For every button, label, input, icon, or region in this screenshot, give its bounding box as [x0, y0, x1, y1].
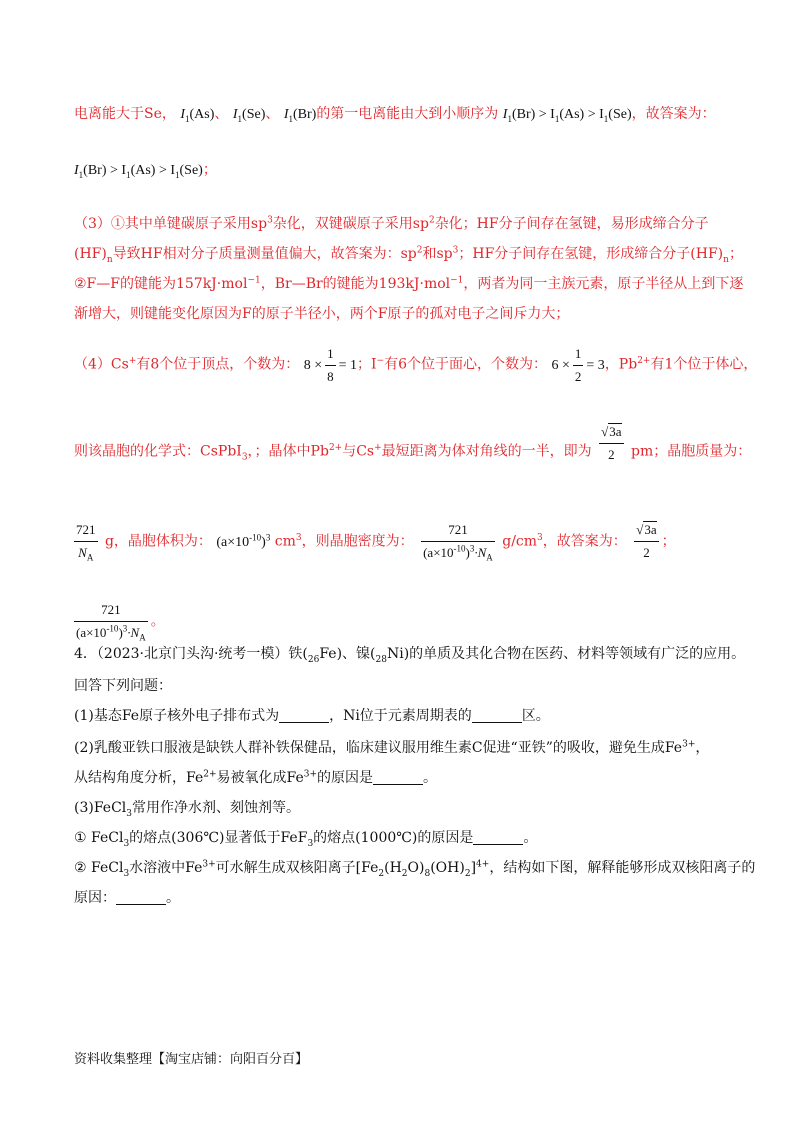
answer-line-6: 渐增大，则键能变化原因为F的原子半径小，两个F原子的孤对电子之间斥力大； — [74, 306, 570, 322]
answer-line-9: $\frac{721}{N_A}$ g，晶胞体积为： $(a\times 10^{-10})^3$ $cm^3$，则晶胞密度为： $\frac{721}{(a\times 10^{-10})^3\cdot N_A}$ $g/cm^3$，故答案为： $\frac{√3a}{2}$ ； — [76, 522, 676, 563]
answer-blank[interactable] — [373, 770, 423, 785]
question-4-part-3-2-cont: 原因： 。 — [74, 890, 180, 906]
footer-source: 资料收集整理【淘宝店铺：向阳百分百】 — [74, 1052, 309, 1067]
answer-line-2: $I_1(Br) > I_1(As) > I_1(Se)$； — [74, 162, 217, 180]
answer-blank[interactable] — [116, 890, 166, 905]
answer-line-1: 电离能大于Se， $I_1(As)$、 $I_1(Se)$、 $I_1(Br)$的第一电离能由大到小顺序为 $I_1(Br) > I_1(As) > I_1(Se)$，故答案为： — [74, 106, 716, 124]
answer-line-8: 则该晶胞的化学式：CsPbI$_3$，；晶体中$Pb^{2+}$与Cs+最短距离为体对角线的一半，即为 $\frac{√3a}{2}$ pm；晶胞质量为： — [74, 430, 751, 473]
question-4-instruction: 回答下列问题： — [74, 678, 172, 694]
question-4-part-3-2: ② FeCl$_3$水溶液中$Fe^{3+}$可水解生成双核阳离子$[Fe_2(H_2O)_8(OH)_2]^{4+}$，结构如下图，解释能够形成双核阳离子的 — [74, 859, 756, 879]
answer-line-3: （3）①其中单键碳原子采用$sp^3$杂化，双键碳原子采用$sp^2$杂化；HF分子间存在氢键，易形成缔合分子 — [74, 215, 709, 232]
answer-blank[interactable] — [472, 708, 522, 723]
question-4-part-2: (2)乳酸亚铁口服液是缺铁人群补铁保健品，临床建议服用维生素C促进“亚铁”的吸收，避免生成$Fe^{3+}$， — [74, 739, 710, 756]
answer-blank[interactable] — [473, 830, 523, 845]
question-4-part-3: (3)FeCl$_3$常用作净水剂、刻蚀剂等。 — [74, 800, 300, 819]
question-4-title: 4．（2023·北京门头沟·统考一模）铁$(_{26}Fe)$、镍$(_{28}Ni)$的单质及其化合物在医药、材料等领域有广泛的应用。 — [74, 646, 746, 665]
answer-line-4: $(HF)_n$导致HF相对分子质量测量值偏大，故答案为：$sp^2$和$sp^3$；HF分子间存在氢键，形成缔合分子$(HF)_n$； — [74, 245, 743, 265]
question-4-part-2-cont: 从结构角度分析，$Fe^{2+}$易被氧化成$Fe^{3+}$的原因是 。 — [74, 769, 438, 786]
answer-line-10: $\frac{721}{(a\times 10^{-10})^3\cdot N_A}$ 。 — [76, 602, 165, 643]
question-4-part-3-1: ① FeCl$_3$的熔点(306℃)显著低于FeF$_3$的熔点(1000℃)的原因是 。 — [74, 830, 538, 849]
answer-line-7: （4）Cs+有8个位于顶点，个数为： 8 × $\frac{1}{8}$ = 1；I−有6个位于面心，个数为： 6 × $\frac{1}{2}$ = 3，$Pb^{2+}$有1个位于体心， — [74, 344, 757, 387]
answer-line-5: ②F—F的键能为157kJ·mol$^{-1}$，Br—Br的键能为193kJ·mol$^{-1}$，两者为同一主族元素，原子半径从上到下逐 — [74, 275, 744, 292]
answer-blank[interactable] — [279, 708, 329, 723]
question-4-part-1: (1)基态Fe原子核外电子排布式为 ，Ni位于元素周期表的 区。 — [74, 708, 550, 724]
